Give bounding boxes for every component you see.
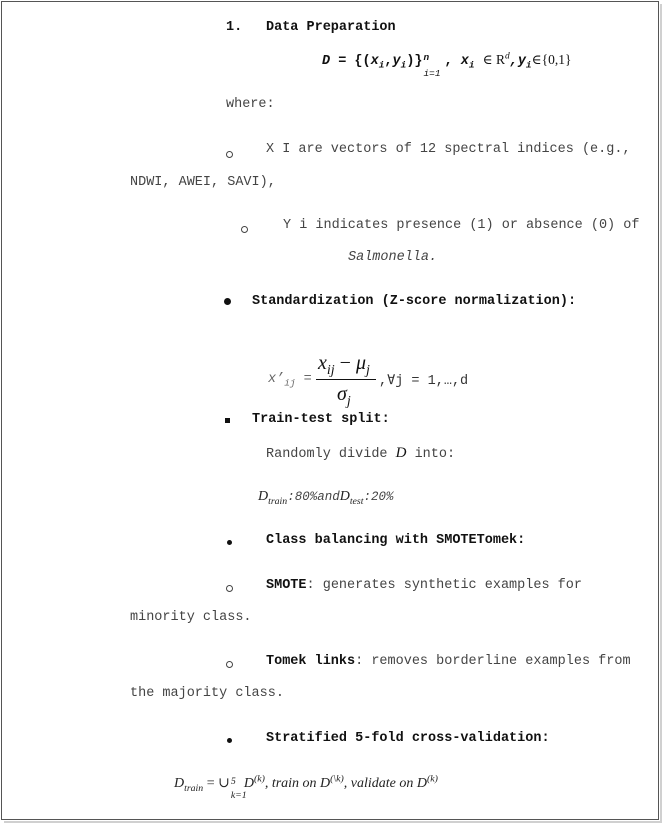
item-x-line1: X I are vectors of 12 spectral indices (e.g.,	[266, 142, 631, 157]
bullet-dot-icon	[227, 738, 232, 743]
section-title: Data Preparation	[266, 20, 396, 35]
square-bullet-icon	[225, 418, 230, 423]
z-denominator: $\sigma_j$	[337, 383, 351, 409]
split-ratio: $D_{train}:80\%andD_{test}:20\%$	[258, 489, 394, 507]
where-label: where:	[226, 97, 275, 112]
cv-title: Stratified 5-fold cross-validation:	[266, 731, 550, 746]
z-lhs: $x’_{ij}$ =	[268, 372, 312, 389]
item-x-line2: NDWI, AWEI, SAVI),	[130, 175, 276, 190]
tomek-line1: Tomek links: removes borderline examples from	[266, 654, 631, 669]
balancing-title: Class balancing with SMOTETomek:	[266, 533, 526, 548]
fraction-bar	[316, 379, 376, 380]
z-numerator: $x_{ij} - \mu_j$	[318, 352, 370, 378]
z-tail: ,∀j = 1,…,d	[379, 374, 469, 389]
standardization-title: Standardization (Z-score normalization):	[252, 294, 577, 309]
bullet-dot-icon	[227, 540, 232, 545]
cv-equation: $D_{train}$ = ∪ 5 $D^{(k)}$, train on $D^{(\backslash k)}$, validate on $D^{(k)}$	[174, 773, 438, 794]
bullet-dot-icon	[224, 298, 231, 305]
dataset-equation: $D = \{(x_i,y_i)\}$ n , $x_i$ ∈ $R^d,y_i\in\{0,1\}$	[322, 51, 572, 71]
ring-bullet-icon	[226, 661, 233, 668]
document-page	[1, 1, 659, 820]
split-description: Randomly divide D into:	[266, 445, 456, 462]
ring-bullet-icon	[241, 226, 248, 233]
split-title: Train-test split:	[252, 412, 390, 427]
ring-bullet-icon	[226, 585, 233, 592]
item-y-line2: Salmonella.	[348, 250, 438, 265]
tomek-line2: the majority class.	[130, 686, 284, 701]
ring-bullet-icon	[226, 151, 233, 158]
smote-line1: SMOTE: generates synthetic examples for	[266, 578, 582, 593]
smote-line2: minority class.	[130, 610, 252, 625]
item-y-line1: Y i indicates presence (1) or absence (0) of	[283, 218, 640, 233]
section-number: 1.	[226, 20, 243, 35]
